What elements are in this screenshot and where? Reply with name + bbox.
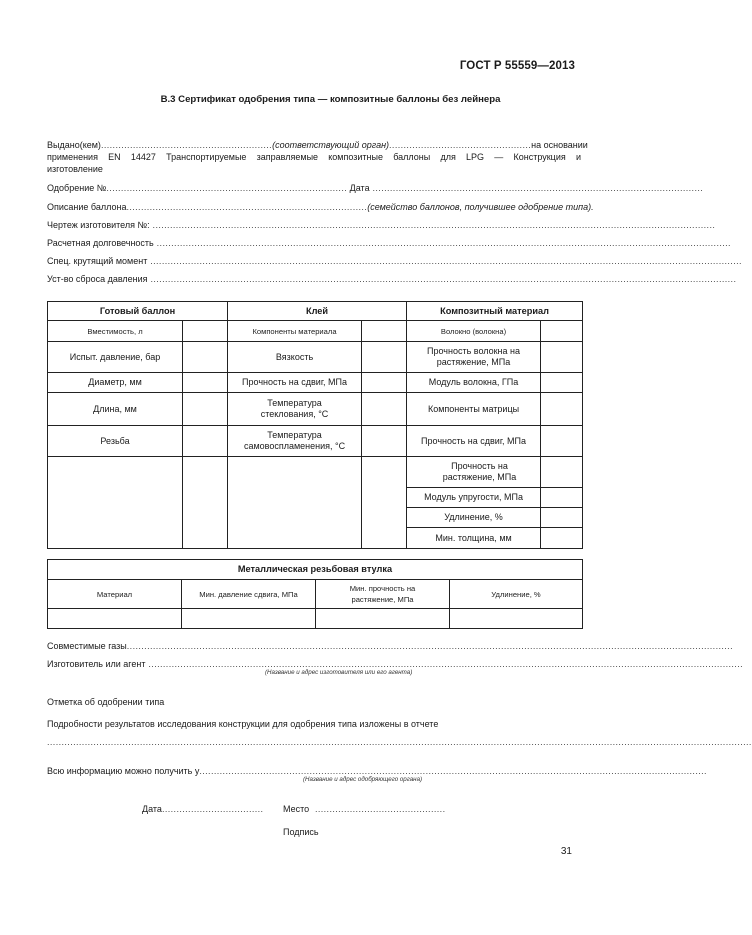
header-finished-cylinder: Готовый баллон xyxy=(48,302,228,321)
empty-cell xyxy=(48,457,183,549)
autoignition-label: Температура самовоспламенения, °С xyxy=(228,426,362,457)
relief-device-label: Уст-во сброса давления xyxy=(47,274,148,284)
value-cell xyxy=(541,426,583,457)
signature-label: Подпись xyxy=(283,827,319,837)
drawing-number-label: Чертеж изготовителя №: xyxy=(47,220,150,230)
report-line: ................................................................................................................................................................................................................................................... xyxy=(47,737,752,747)
composite-tensile-strength-label: Прочность на растяжение, МПа xyxy=(407,457,541,488)
diameter-label: Диаметр, мм xyxy=(48,373,183,393)
compatible-gases-line: Совместимые газы................................................................................................................................................................................................................. xyxy=(47,641,733,651)
issued-by-label: Выдано(кем) xyxy=(47,140,101,150)
report-details: Подробности результатов исследования конструкции для одобрения типа изложены в отчете xyxy=(47,719,439,729)
matrix-components-label: Компоненты матрицы xyxy=(407,393,541,426)
value-cell xyxy=(541,508,583,528)
cylinder-description-label: Описание баллона xyxy=(47,202,127,212)
header-adhesive: Клей xyxy=(228,302,407,321)
torque-label: Спец. крутящий момент xyxy=(47,256,148,266)
issued-by-hint: (соответствующий орган) xyxy=(272,140,390,150)
composite-shear-strength-label: Прочность на сдвиг, МПа xyxy=(407,426,541,457)
fiber-tensile-strength-label: Прочность волокна на растяжение, МПа xyxy=(407,342,541,373)
elongation-label: Удлинение, % xyxy=(407,508,541,528)
approval-number-label: Одобрение № xyxy=(47,183,107,193)
approval-number-line: Одобрение №................................................................................... Дата .................................................................................................................. xyxy=(47,183,704,193)
test-pressure-label: Испыт. давление, бар xyxy=(48,342,183,373)
issued-by-line: Выдано(кем)...........................................................(соответствующий орган).................................................на основании xyxy=(47,140,588,150)
cylinder-description-hint: (семейство баллонов, получившее одобрение типа). xyxy=(367,202,594,212)
info-source-line: Всю информацию можно получить у............................................................................................................................................................................... xyxy=(47,766,707,776)
min-thickness-label: Мин. толщина, мм xyxy=(407,528,541,549)
value-cell xyxy=(541,321,583,342)
fiber-modulus-label: Модуль волокна, ГПа xyxy=(407,373,541,393)
value-cell xyxy=(48,609,182,629)
value-cell xyxy=(183,321,228,342)
glass-transition-label: Температура стеклования, °С xyxy=(228,393,362,426)
insert-tensile-strength-header: Мин. прочность на растяжение, МПа xyxy=(316,580,450,609)
insert-elongation-header: Удлинение, % xyxy=(450,580,583,609)
issued-by-tail: на основании xyxy=(531,140,588,150)
value-cell xyxy=(183,426,228,457)
elastic-modulus-label: Модуль упругости, МПа xyxy=(407,488,541,508)
insert-table-title: Металлическая резьбовая втулка xyxy=(48,560,583,580)
info-source-label: Всю информацию можно получить у xyxy=(47,766,200,776)
cylinder-description-line: Описание баллона...................................................................................(семейство баллонов, получившее одобрение типа). xyxy=(47,202,594,212)
info-source-hint: (Название и адрес одобряющего органа) xyxy=(303,776,423,783)
value-cell xyxy=(362,373,407,393)
subheader-capacity: Вместимость, л xyxy=(48,321,183,342)
basis-line-2: применения EN 14427 Транспортируемые заправляемые композитные баллоны для LPG — Конструкция и xyxy=(47,152,581,162)
value-cell xyxy=(183,342,228,373)
value-cell xyxy=(541,488,583,508)
insert-material-header: Материал xyxy=(48,580,182,609)
section-title: В.3 Сертификат одобрения типа — композитные баллоны без лейнера xyxy=(160,94,501,105)
value-cell xyxy=(541,457,583,488)
value-cell xyxy=(182,609,316,629)
viscosity-label: Вязкость xyxy=(228,342,362,373)
value-cell xyxy=(183,373,228,393)
value-cell xyxy=(183,393,228,426)
value-cell xyxy=(362,426,407,457)
subheader-fibers: Волокно (волокна) xyxy=(407,321,541,342)
length-label: Длина, мм xyxy=(48,393,183,426)
date-label: Дата xyxy=(349,183,370,193)
torque-line: Спец. крутящий момент ............................................................................................................................................................................................................ xyxy=(47,256,742,266)
approval-mark: Отметка об одобрении типа xyxy=(47,697,165,707)
drawing-number-line: Чертеж изготовителя №: .................................................................................................................................................................................................. xyxy=(47,220,716,230)
design-life-label: Расчетная долговечность xyxy=(47,238,154,248)
value-cell xyxy=(316,609,450,629)
value-cell xyxy=(362,342,407,373)
value-cell xyxy=(450,609,583,629)
value-cell xyxy=(541,373,583,393)
subheader-material-components: Компоненты материала xyxy=(228,321,362,342)
place-field-label: Место xyxy=(283,804,310,814)
date-field: Дата................................... xyxy=(142,804,264,814)
page-number: 31 xyxy=(560,846,572,857)
empty-cell xyxy=(362,457,407,549)
value-cell xyxy=(362,321,407,342)
cylinder-properties-table xyxy=(47,301,583,549)
value-cell xyxy=(541,342,583,373)
standard-header: ГОСТ Р 55559—2013 xyxy=(459,60,575,72)
place-field: Место ............................................. xyxy=(283,804,446,814)
value-cell xyxy=(541,393,583,426)
compatible-gases-label: Совместимые газы xyxy=(47,641,127,651)
adhesive-shear-strength-label: Прочность на сдвиг, МПа xyxy=(228,373,362,393)
empty-cell xyxy=(183,457,228,549)
header-composite: Композитный материал xyxy=(407,302,583,321)
insert-shear-pressure-header: Мин. давление сдвига, МПа xyxy=(182,580,316,609)
empty-cell xyxy=(228,457,362,549)
manufacturer-hint: (Название и адрес изготовителя или его агента) xyxy=(265,669,413,676)
manufacturer-label: Изготовитель или агент xyxy=(47,659,146,669)
value-cell xyxy=(541,528,583,549)
design-life-line: Расчетная долговечность ...................................................................................................................................................................................................... xyxy=(47,238,731,248)
threaded-insert-table xyxy=(47,559,583,629)
date-field-label: Дата xyxy=(142,804,162,814)
relief-device-line: Уст-во сброса давления .......................................................................................................................................................................................................... xyxy=(47,274,737,284)
manufacturer-line: Изготовитель или агент ............................................................................................................................................................................................................. xyxy=(47,659,743,669)
value-cell xyxy=(362,393,407,426)
thread-label: Резьба xyxy=(48,426,183,457)
basis-line-3: изготовление xyxy=(47,164,103,174)
